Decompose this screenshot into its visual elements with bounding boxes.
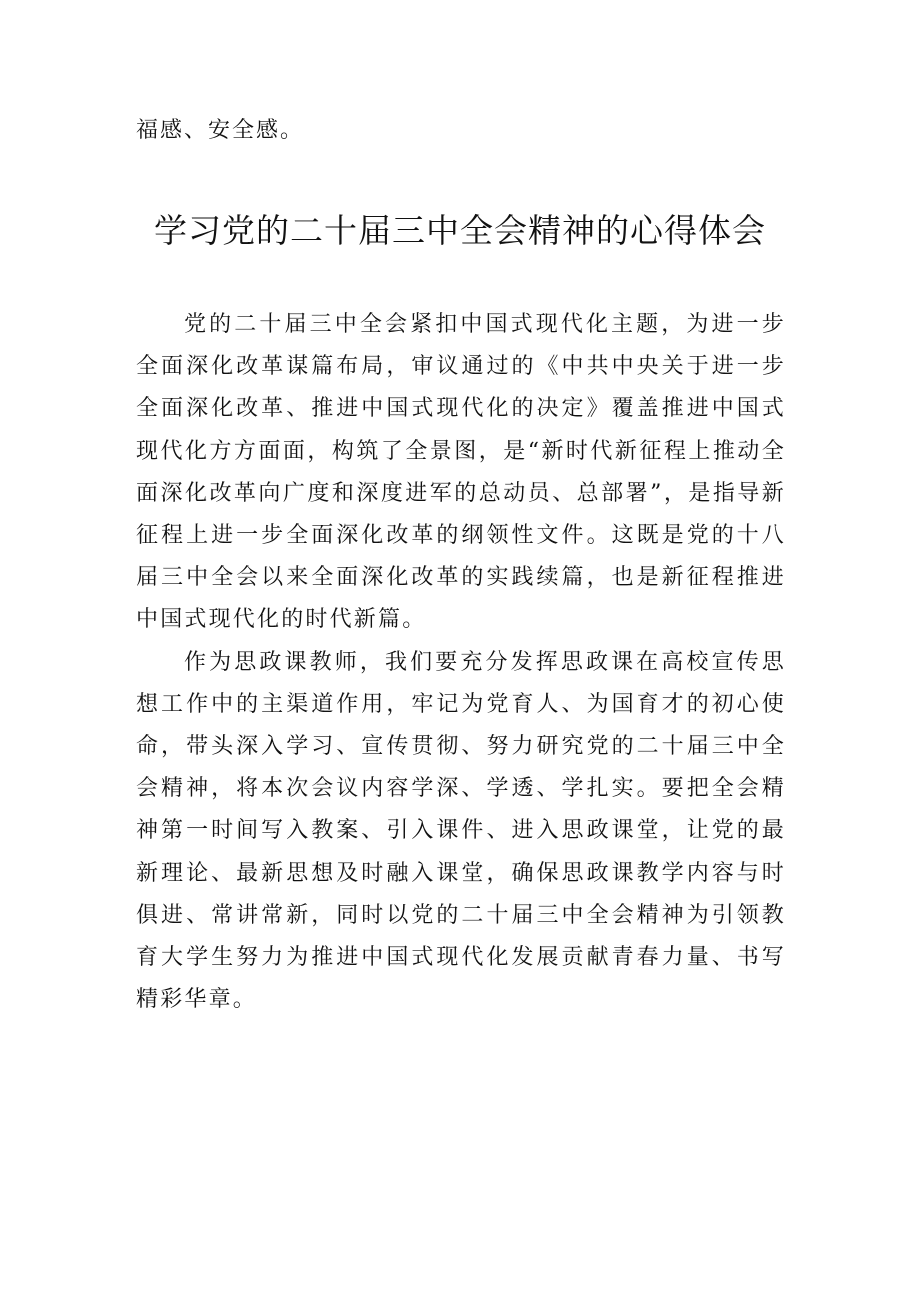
continued-text-line: 福感、安全感。 — [136, 118, 305, 143]
paragraph-1: 党的二十届三中全会紧扣中国式现代化主题，为进一步全面深化改革谋篇布局，审议通过的《中共中央关于进一步全面深化改革、推进中国式现代化的决定》覆盖推进中国式现代化方方面面，构筑了全景图，是“新时代新征程上推动全面深化改革向广度和深度进军的总动员、总部署”，是指导新征程上进一步全面深化改革的纲领性文件。这既是党的十八届三中全会以来全面深化改革的实践续篇，也是新征程推进中国式现代化的时代新篇。 — [136, 312, 786, 633]
document-title: 学习党的二十届三中全会精神的心得体会 — [154, 211, 766, 250]
document-body — [136, 304, 786, 1021]
paragraph-2: 作为思政课教师，我们要充分发挥思政课在高校宣传思想工作中的主渠道作用，牢记为党育人、为国育才的初心使命，带头深入学习、宣传贯彻、努力研究党的二十届三中全会精神，将本次会议内容学深、学透、学扎实。要把全会精神第一时间写入教案、引入课件、进入思政课堂，让党的最新理论、最新思想及时融入课堂，确保思政课教学内容与时俱进、常讲常新，同时以党的二十届三中全会精神为引领教育大学生努力为推进中国式现代化发展贡献青春力量、书写精彩华章。 — [136, 649, 786, 1013]
